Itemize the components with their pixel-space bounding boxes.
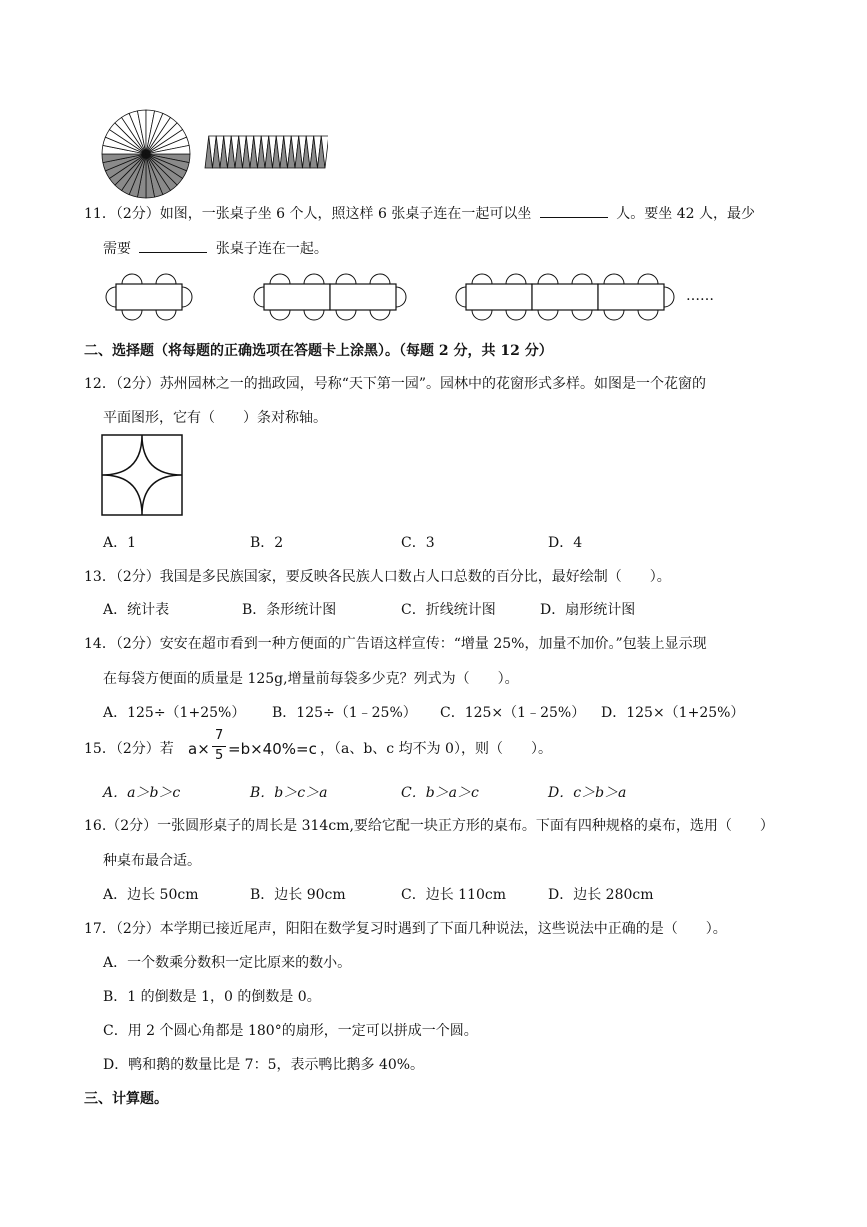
q15-option-b[interactable]: B．b＞c＞a (250, 785, 328, 801)
chair (638, 274, 658, 284)
table (466, 284, 532, 310)
chair (572, 274, 592, 284)
table (264, 284, 330, 310)
chair (106, 287, 116, 307)
flower-window-figure (100, 433, 184, 517)
q13-option-b[interactable]: B．条形统计图 (242, 602, 337, 618)
chair (370, 310, 390, 320)
q12-option-d[interactable]: D．4 (548, 535, 583, 551)
q14-option-b[interactable]: B．125÷（1﹣25%） (272, 705, 417, 721)
chair (156, 274, 176, 284)
chair (456, 287, 466, 307)
chair (270, 274, 290, 284)
q14-line1: 14．（2分）安安在超市看到一种方便面的广告语这样宣传：“增量 25%，加量不加价。”包装上显示现 (84, 636, 707, 652)
chair (472, 310, 492, 320)
q11-blank-2[interactable] (139, 238, 207, 253)
table (116, 284, 182, 310)
q16-option-d[interactable]: D．边长 280cm (548, 887, 654, 903)
chair (122, 310, 142, 320)
q15-suffix: ，（a、b、c 均不为 0），则（ ）。 (320, 741, 552, 757)
q12-option-a[interactable]: A．1 (103, 535, 137, 551)
q17-line1: 17．（2分）本学期已接近尾声，阳阳在数学复习时遇到了下面几种说法，这些说法中正确的是（ ）。 (84, 921, 727, 937)
q16-option-c[interactable]: C．边长 110cm (401, 887, 506, 903)
q16-option-a[interactable]: A．边长 50cm (103, 887, 199, 903)
q12-option-b[interactable]: B．2 (250, 535, 284, 551)
q16-line1: 16.（2分）一张圆形桌子的周长是 314cm,要给它配一块正方形的桌布。下面有四种规格的桌布，选用（ ） (84, 818, 774, 834)
chair (254, 287, 264, 307)
table (330, 284, 396, 310)
q15-option-d[interactable]: D．c＞b＞a (548, 785, 627, 801)
q17-option-d[interactable]: D．鸭和鹅的数量比是 7：5，表示鸭比鹅多 40%。 (103, 1057, 425, 1073)
chair (604, 310, 624, 320)
q15-expression-left: a× (188, 740, 210, 758)
chair (472, 274, 492, 284)
q11-ellipsis: …… (686, 288, 714, 304)
q13-option-c[interactable]: C．折线统计图 (401, 602, 496, 618)
q15-fraction-denominator: 5 (215, 748, 224, 763)
chair (538, 310, 558, 320)
q13-option-a[interactable]: A．统计表 (103, 602, 170, 618)
q17-option-b[interactable]: B．1 的倒数是 1，0 的倒数是 0。 (103, 989, 321, 1005)
chair (156, 310, 176, 320)
chair (122, 274, 142, 284)
q12-option-c[interactable]: C．3 (401, 535, 435, 551)
q15-fraction-bar (212, 746, 226, 747)
q15-line1 (84, 738, 174, 758)
tables-figure (98, 272, 678, 322)
q15-expression-right: =b×40%=c (228, 740, 317, 758)
q12-line2: 平面图形，它有（ ）条对称轴。 (103, 410, 327, 426)
chair (304, 274, 324, 284)
q16-line2: 种桌布最合适。 (103, 853, 201, 869)
chair (538, 274, 558, 284)
q15-option-a[interactable]: A．a＞b＞c (103, 785, 181, 801)
chair (370, 274, 390, 284)
q16-option-b[interactable]: B．边长 90cm (250, 887, 346, 903)
chair (506, 274, 526, 284)
chair (572, 310, 592, 320)
chair (604, 274, 624, 284)
chair (270, 310, 290, 320)
chair (664, 287, 674, 307)
q13-line1: 13．（2分）我国是多民族国家，要反映各民族人口数占人口总数的百分比，最好绘制（ ）。 (84, 569, 671, 585)
q13-option-d[interactable]: D．扇形统计图 (540, 602, 636, 618)
chair (336, 274, 356, 284)
q15-prefix: 15．（2分）若 (84, 741, 174, 757)
q15-option-c[interactable]: C．b＞a＞c (401, 785, 479, 801)
chair (336, 310, 356, 320)
chair (182, 287, 192, 307)
section-2-heading: 二、选择题（将每题的正确选项在答题卡上涂黑）。（每题 2 分，共 12 分） (84, 343, 553, 359)
q11-line1 (84, 203, 755, 223)
q11-text-a: 11．（2分）如图，一张桌子坐 6 个人，照这样 6 张桌子连在一起可以坐 (84, 206, 532, 222)
q11-blank-1[interactable] (540, 203, 608, 218)
q14-option-d[interactable]: D．125×（1+25%） (601, 705, 745, 721)
chair (304, 310, 324, 320)
table (598, 284, 664, 310)
q17-option-c[interactable]: C．用 2 个圆心角都是 180°的扇形，一定可以拼成一个圆。 (103, 1023, 478, 1039)
circle-sectors-figure (100, 108, 192, 200)
section-3-heading: 三、计算题。 (84, 1091, 168, 1107)
q15-fraction-numerator: 7 (215, 728, 224, 743)
table (532, 284, 598, 310)
chair (638, 310, 658, 320)
q11-text-d: 张桌子连在一起。 (215, 241, 328, 257)
q11-line2 (103, 238, 328, 258)
q11-text-c: 需要 (103, 241, 131, 257)
q14-option-a[interactable]: A．125÷（1+25%） (103, 705, 246, 721)
q11-text-b: 人。要坐 42 人，最少 (616, 206, 755, 222)
q12-line1: 12．（2分）苏州园林之一的拙政园，号称“天下第一园”。园林中的花窗形式多样。如图是一个花窗的 (84, 376, 707, 392)
q17-option-a[interactable]: A．一个数乘分数积一定比原来的数小。 (103, 955, 352, 971)
chair (506, 310, 526, 320)
rearranged-strip-figure (202, 132, 328, 172)
chair (396, 287, 406, 307)
q14-line2: 在每袋方便面的质量是 125g,增量前每袋多少克？列式为（ ）。 (103, 671, 519, 687)
q14-option-c[interactable]: C．125×（1﹣25%） (440, 705, 586, 721)
